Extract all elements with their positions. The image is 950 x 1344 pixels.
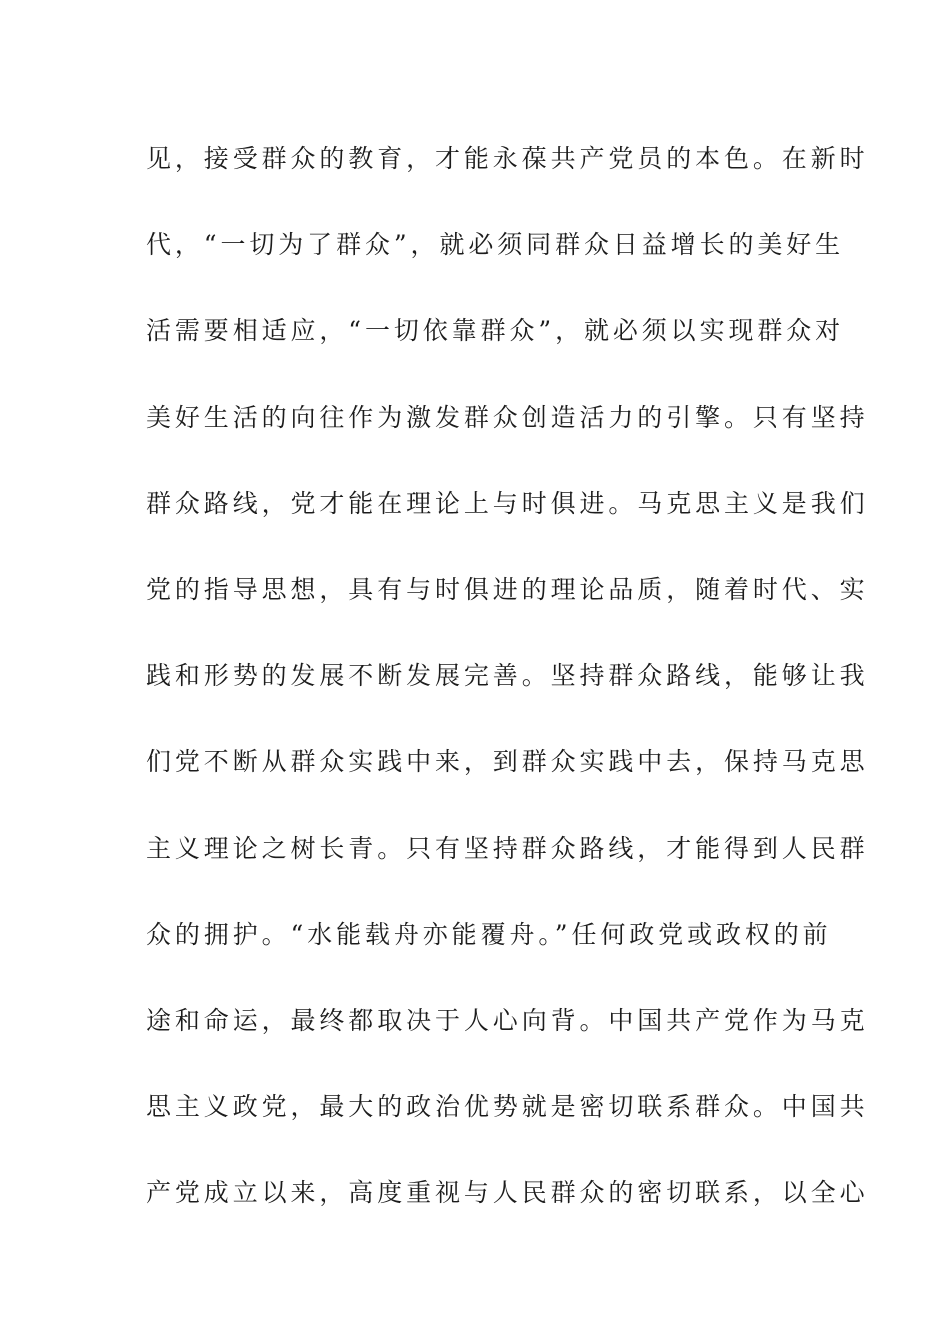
text-line: 党的指导思想，具有与时俱进的理论品质，随着时代、实 xyxy=(146,574,869,604)
text-line: 众的拥护。“水能载舟亦能覆舟。”任何政党或政权的前 xyxy=(146,919,832,949)
text-line: 们党不断从群众实践中来，到群众实践中去，保持马克思 xyxy=(146,747,869,777)
text-line: 途和命运，最终都取决于人心向背。中国共产党作为马克 xyxy=(146,1005,869,1035)
text-line: 主义理论之树长青。只有坚持群众路线，才能得到人民群 xyxy=(146,833,869,863)
text-line: 见，接受群众的教育，才能永葆共产党员的本色。在新时 xyxy=(146,144,869,173)
text-line: 群众路线，党才能在理论上与时俱进。马克思主义是我们 xyxy=(146,488,869,518)
text-line: 活需要相适应，“一切依靠群众”，就必须以实现群众对 xyxy=(146,316,845,346)
text-line: 思主义政党，最大的政治优势就是密切联系群众。中国共 xyxy=(146,1092,869,1122)
text-line: 践和形势的发展不断发展完善。坚持群众路线，能够让我 xyxy=(146,661,869,691)
body-text xyxy=(146,137,869,1257)
text-line: 代，“一切为了群众”，就必须同群众日益增长的美好生 xyxy=(146,230,845,260)
text-line: 产党成立以来，高度重视与人民群众的密切联系，以全心 xyxy=(146,1178,869,1208)
text-line: 美好生活的向往作为激发群众创造活力的引擎。只有坚持 xyxy=(146,402,869,432)
